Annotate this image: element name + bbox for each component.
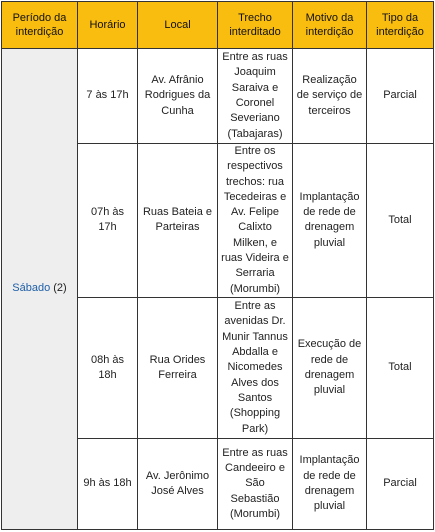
- cell-horario: 07h às 17h: [78, 144, 138, 298]
- cell-local: Ruas Bateia e Parteiras: [138, 144, 218, 298]
- cell-motivo: Implantação de rede de drenagem pluvial: [293, 438, 367, 529]
- header-tipo: Tipo da interdição: [367, 2, 434, 49]
- day-label: Sábado: [12, 282, 51, 295]
- header-row: [2, 2, 434, 49]
- cell-local: Av. Jerônimo José Alves: [138, 438, 218, 529]
- cell-local: Rua Orides Ferreira: [138, 297, 218, 438]
- cell-horario: 9h às 18h: [78, 438, 138, 529]
- table-row: [2, 49, 434, 144]
- cell-trecho: Entre as ruas Candeeiro e São Sebastião (Morumbi): [218, 438, 293, 529]
- cell-trecho: Entre as ruas Joaquim Saraiva e Coronel Severiano (Tabajaras): [218, 49, 293, 144]
- header-periodo: Período da interdição: [2, 2, 78, 49]
- cell-tipo: Total: [367, 144, 434, 298]
- cell-tipo: Parcial: [367, 49, 434, 144]
- day-cell: [2, 49, 78, 530]
- cell-horario: 7 às 17h: [78, 49, 138, 144]
- cell-motivo: Implantação de rede de drenagem pluvial: [293, 144, 367, 298]
- cell-trecho: Entre os respectivos trechos: rua Tecedeiras e Av. Felipe Calixto Milken, e ruas Videira e Serraria (Morumbi): [218, 144, 293, 298]
- header-motivo: Motivo da interdição: [293, 2, 367, 49]
- day-note: (2): [53, 282, 67, 295]
- cell-motivo: Realização de serviço de terceiros: [293, 49, 367, 144]
- cell-motivo: Execução de rede de drenagem pluvial: [293, 297, 367, 438]
- header-horario: Horário: [78, 2, 138, 49]
- interdiction-table: [1, 1, 434, 530]
- cell-trecho: Entre as avenidas Dr. Munir Tannus Abdalla e Nicomedes Alves dos Santos (Shopping Park): [218, 297, 293, 438]
- cell-horario: 08h às 18h: [78, 297, 138, 438]
- header-local: Local: [138, 2, 218, 49]
- cell-tipo: Total: [367, 297, 434, 438]
- cell-local: Av. Afrânio Rodrigues da Cunha: [138, 49, 218, 144]
- header-trecho: Trecho interditado: [218, 2, 293, 49]
- cell-tipo: Parcial: [367, 438, 434, 529]
